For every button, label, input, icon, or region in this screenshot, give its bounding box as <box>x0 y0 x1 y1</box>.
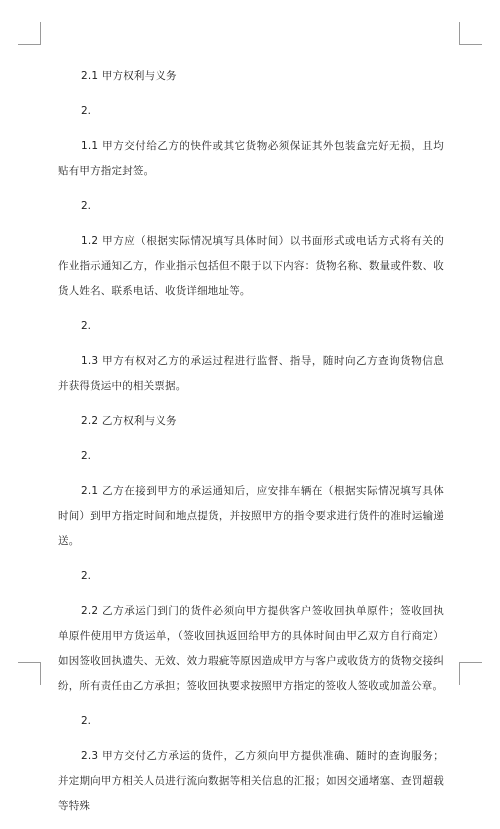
list-number: 2. <box>81 450 92 462</box>
paragraph: 1.3 甲方有权对乙方的承运过程进行监督、指导，随时向乙方查询货物信息并获得货运中的相关票据。 <box>58 355 444 392</box>
document-body <box>58 64 444 829</box>
list-number: 2. <box>81 200 92 212</box>
list-number: 2. <box>81 320 92 332</box>
paragraph: 2.1 乙方在接到甲方的承运通知后，应安排车辆在（根据实际情况填写具体时间）到甲方指定时间和地点提货，并按照甲方的指令要求进行货件的准时运输递送。 <box>58 485 444 547</box>
crop-mark-top-left <box>18 22 41 45</box>
paragraph: 1.1 甲方交付给乙方的快件或其它货物必须保证其外包装盒完好无损，且均贴有甲方指定封签。 <box>58 140 444 177</box>
crop-mark-bottom-left <box>18 662 41 685</box>
paragraph: 2.3 甲方交付乙方承运的货件，乙方须向甲方提供准确、随时的查询服务；并定期向甲方相关人员进行流向数据等相关信息的汇报；如因交通堵塞、查罚超载等特殊 <box>58 750 444 812</box>
list-number: 2. <box>81 570 92 582</box>
crop-mark-top-right <box>459 22 482 45</box>
section-heading: 2.1 甲方权利与义务 <box>81 70 177 82</box>
paragraph: 2.2 乙方承运门到门的货件必须向甲方提供客户签收回执单原件；签收回执单原件使用甲方货运单，（签收回执返回给甲方的具体时间由甲乙双方自行商定）如因签收回执遗失、无效、效力瑕疵等原因造成甲方与客户或收货方的货物交接纠纷，所有责任由乙方承担；签收回执要求按照甲方指定的签收人签收或加盖公章。 <box>58 605 444 692</box>
list-number: 2. <box>81 105 92 117</box>
section-heading: 2.2 乙方权利与义务 <box>81 415 177 427</box>
crop-mark-bottom-right <box>459 662 482 685</box>
paragraph: 1.2 甲方应（根据实际情况填写具体时间）以书面形式或电话方式将有关的作业指示通知乙方，作业指示包括但不限于以下内容：货物名称、数量或件数、收货人姓名、联系电话、收货详细地址等。 <box>58 235 444 297</box>
list-number: 2. <box>81 715 92 727</box>
